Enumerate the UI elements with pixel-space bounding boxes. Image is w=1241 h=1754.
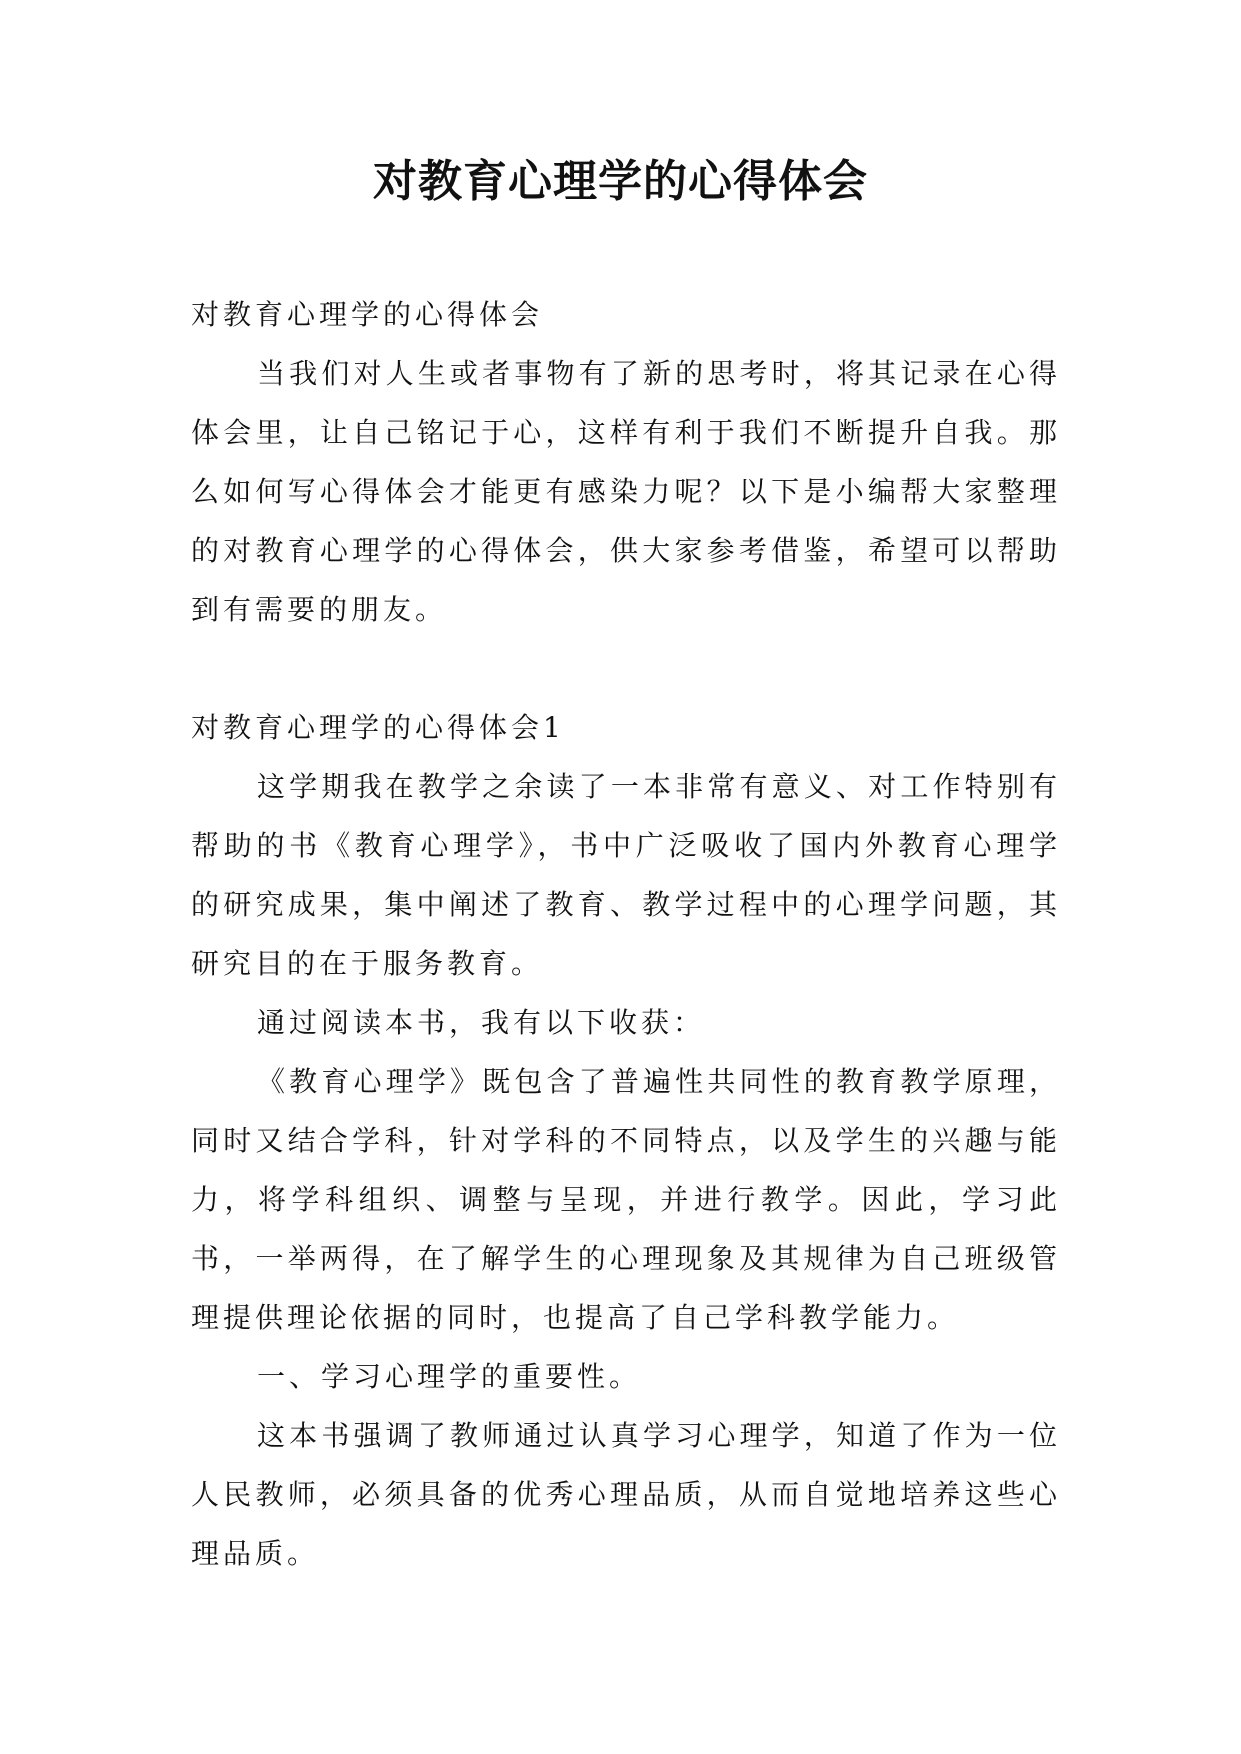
- section-spacer: [191, 639, 1061, 698]
- intro-paragraph: 当我们对人生或者事物有了新的思考时，将其记录在心得体会里，让自己铭记于心，这样有利于我们不断提升自我。那么如何写心得体会才能更有感染力呢？以下是小编帮大家整理的对教育心理学的心得体会，供大家参考借鉴，希望可以帮助到有需要的朋友。: [191, 357, 1061, 626]
- section-heading: 对教育心理学的心得体会1: [191, 711, 565, 744]
- document-body: [191, 285, 1061, 1583]
- body-paragraph: 这学期我在教学之余读了一本非常有意义、对工作特别有帮助的书《教育心理学》，书中广泛吸收了国内外教育心理学的研究成果，集中阐述了教育、教学过程中的心理学问题，其研究目的在于服务教育。: [191, 770, 1061, 980]
- document-title: 对教育心理学的心得体会: [373, 156, 868, 207]
- intro-heading: 对教育心理学的心得体会: [191, 298, 544, 331]
- body-paragraph: 《教育心理学》既包含了普遍性共同性的教育教学原理，同时又结合学科，针对学科的不同特点，以及学生的兴趣与能力，将学科组织、调整与呈现，并进行教学。因此，学习此书，一举两得，在了解学生的心理现象及其规律为自己班级管理提供理论依据的同时，也提高了自己学科教学能力。: [191, 1065, 1061, 1334]
- body-paragraph: 这本书强调了教师通过认真学习心理学，知道了作为一位人民教师，必须具备的优秀心理品质，从而自觉地培养这些心理品质。: [191, 1419, 1061, 1570]
- subsection-heading: 一、学习心理学的重要性。: [257, 1360, 642, 1393]
- body-paragraph: 通过阅读本书，我有以下收获：: [257, 1006, 706, 1039]
